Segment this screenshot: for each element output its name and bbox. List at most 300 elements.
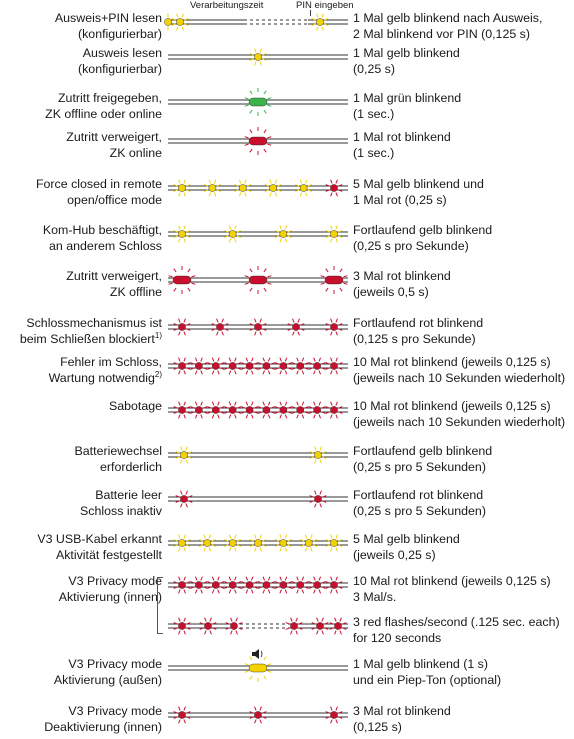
flash-ray (264, 130, 266, 133)
row-label-line: Schlossmechanismus ist (26, 316, 162, 330)
led-flash (330, 711, 337, 718)
signal-line-14 (168, 650, 348, 686)
row-label-line: Wartung notwendig$^{2)}$ (48, 369, 162, 385)
flash-ray (201, 402, 203, 406)
flash-ray (280, 590, 282, 594)
flash-ray (336, 577, 338, 581)
led-flash-long (249, 98, 267, 106)
row-label-line: Aktivierung (innen) (58, 590, 162, 604)
flash-ray (212, 402, 214, 406)
row-label (0, 90, 162, 122)
flash-ray (184, 180, 186, 184)
led-flash (263, 581, 270, 588)
flash-ray (268, 371, 270, 375)
row-label-line: ZK offline oder online (45, 107, 162, 121)
flash-ray (195, 371, 197, 375)
flash-ray (179, 193, 181, 197)
flash-ray (317, 618, 319, 622)
row-description-line: 1 Mal grün blinkend (353, 91, 462, 105)
flash-ray (280, 358, 282, 362)
flash-ray (184, 720, 186, 724)
flash-ray (317, 14, 319, 18)
row-label-line: Zutritt freigegeben, (57, 91, 162, 105)
flash-ray (336, 402, 338, 406)
led-flash (280, 581, 287, 588)
header-pin-entry: PIN eingeben (296, 0, 354, 11)
row-description-line: 1 Mal gelb blinkend nach Ausweis, (353, 11, 543, 25)
row-label-line: V3 Privacy mode (68, 574, 162, 588)
row-label-line: ZK online (109, 146, 162, 160)
flash-ray (344, 283, 348, 284)
flash-ray (331, 332, 333, 336)
led-flash (212, 581, 219, 588)
flash-ray (285, 226, 287, 230)
flash-ray (336, 590, 338, 594)
row-label-line: Force closed in remote (35, 177, 162, 191)
flash-ray (280, 239, 282, 243)
flash-ray (336, 720, 338, 724)
flash-ray (322, 631, 324, 635)
led-flash (316, 622, 323, 629)
flash-ray (255, 49, 257, 53)
led-flash (330, 184, 337, 191)
flash-ray (331, 707, 333, 711)
led-flash (280, 539, 287, 546)
flash-ray (285, 535, 287, 539)
flash-ray (336, 358, 338, 362)
row-description (353, 398, 573, 430)
led-flash (178, 362, 185, 369)
flash-ray (336, 239, 338, 243)
row-label-line: erforderlich (100, 460, 162, 474)
flash-ray (255, 548, 257, 552)
flash-ray (298, 332, 300, 336)
flash-ray (250, 288, 252, 291)
flash-ray (217, 332, 219, 336)
flash-ray (218, 590, 220, 594)
flash-ray (314, 577, 316, 581)
flash-ray (331, 590, 333, 594)
flash-ray (344, 276, 348, 277)
led-flash (229, 230, 236, 237)
flash-ray (260, 49, 262, 53)
row-label-line: Deaktivierung (innen) (44, 720, 162, 734)
signal-line-7 (168, 309, 348, 345)
flash-ray (245, 671, 249, 672)
flash-ray (280, 577, 282, 581)
flash-ray (331, 239, 333, 243)
flash-ray (235, 415, 237, 419)
led-flash-long (249, 276, 267, 284)
row-description (353, 656, 573, 688)
flash-ray (235, 371, 237, 375)
flash-ray (280, 535, 282, 539)
flash-ray (326, 288, 328, 291)
flash-ray (195, 590, 197, 594)
row-description (353, 90, 573, 122)
flash-ray (268, 577, 270, 581)
flash-ray (314, 415, 316, 419)
flash-ray (297, 415, 299, 419)
flash-ray (320, 460, 322, 464)
flash-ray (179, 319, 181, 323)
row-label-line: V3 Privacy mode (68, 657, 162, 671)
flash-ray (229, 548, 231, 552)
led-flash (178, 230, 185, 237)
flash-ray (186, 460, 188, 464)
flash-ray (195, 577, 197, 581)
signal-line-12 (168, 525, 348, 561)
row-description-line: (1 sec.) (353, 146, 395, 160)
flash-ray (218, 415, 220, 419)
row-label-line: Batteriewechsel (74, 444, 162, 458)
flash-ray (188, 288, 190, 291)
row-label-line: Zutritt verweigert, (66, 130, 162, 144)
flash-ray (209, 535, 211, 539)
flash-ray (245, 193, 247, 197)
row-description-line: 1 Mal rot blinkend (353, 130, 451, 144)
flash-ray (285, 358, 287, 362)
row-description (353, 268, 573, 300)
flash-ray (285, 415, 287, 419)
flash-ray (235, 590, 237, 594)
flash-ray (314, 590, 316, 594)
flash-ray (245, 105, 249, 106)
flash-ray (179, 180, 181, 184)
flash-ray (275, 180, 277, 184)
flash-ray (177, 14, 179, 18)
row-description (353, 614, 573, 646)
row-label (0, 45, 162, 77)
flash-ray (263, 415, 265, 419)
flash-ray (250, 91, 252, 94)
flash-ray (192, 276, 196, 277)
flash-ray (255, 332, 257, 336)
row-label-line: Aktivität festgestellt (55, 548, 162, 562)
flash-ray (260, 707, 262, 711)
led-flash (178, 539, 185, 546)
flash-ray (218, 371, 220, 375)
row-description-line: 3 red flashes/second (.125 sec. each) (353, 615, 560, 629)
flash-ray (184, 358, 186, 362)
signal-line-3 (168, 123, 348, 159)
led-flash (290, 622, 297, 629)
flash-ray (302, 577, 304, 581)
flash-ray (218, 577, 220, 581)
flash-ray (298, 319, 300, 323)
flash-ray (315, 491, 317, 495)
flash-ray (174, 269, 176, 272)
led-flash (204, 539, 211, 546)
led-flash-long (249, 664, 267, 672)
speaker-icon (252, 649, 262, 659)
flash-ray (184, 193, 186, 197)
row-description-line: (1 sec.) (353, 107, 395, 121)
flash-ray (264, 676, 266, 679)
flash-ray (245, 137, 249, 138)
flash-ray (186, 504, 188, 508)
flash-ray (336, 371, 338, 375)
signal-line-13-b (168, 608, 348, 644)
flash-ray (255, 535, 257, 539)
row-description-line: 3 Mal rot blinkend (353, 269, 451, 283)
led-flash (178, 323, 185, 330)
flash-ray (184, 707, 186, 711)
flash-ray (229, 577, 231, 581)
flash-ray (260, 62, 262, 66)
flash-ray (320, 491, 322, 495)
flash-ray (184, 239, 186, 243)
pin-entry-marker (310, 10, 311, 16)
flash-ray (181, 504, 183, 508)
flash-ray (331, 415, 333, 419)
flash-ray (264, 288, 266, 291)
flash-ray (315, 447, 317, 451)
flash-ray (251, 371, 253, 375)
flash-ray (250, 110, 252, 113)
flash-ray (179, 371, 181, 375)
led-flash (280, 230, 287, 237)
row-description-line: (0,125 s) (353, 720, 402, 734)
row-label-line: Ausweis lesen (82, 46, 162, 60)
flash-ray (184, 332, 186, 336)
led-flash (178, 622, 185, 629)
flash-ray (218, 402, 220, 406)
flash-ray (315, 460, 317, 464)
flash-ray (285, 371, 287, 375)
flash-ray (319, 358, 321, 362)
flash-ray (280, 548, 282, 552)
flash-ray (229, 402, 231, 406)
row-label (0, 315, 162, 347)
flash-ray (340, 618, 342, 622)
row-description (353, 531, 573, 563)
row-description-line: 10 Mal rot blinkend (jeweils 0,125 s) (353, 355, 551, 369)
flash-ray (218, 358, 220, 362)
signal-line-9 (168, 392, 348, 428)
led-flash (314, 406, 321, 413)
led-flash-long (325, 276, 343, 284)
flash-ray (179, 239, 181, 243)
flash-ray (236, 618, 238, 622)
led-flash (300, 184, 307, 191)
flash-ray (179, 226, 181, 230)
flash-ray (280, 402, 282, 406)
row-description-line: 10 Mal rot blinkend (jeweils 0,125 s) (353, 399, 551, 413)
flash-ray (181, 447, 183, 451)
row-label-line: Schloss inaktiv (80, 504, 162, 518)
flash-ray (184, 319, 186, 323)
led-flash (314, 451, 321, 458)
flash-ray (319, 371, 321, 375)
signal-line-1 (168, 39, 348, 75)
flash-ray (245, 180, 247, 184)
flash-ray (177, 27, 179, 31)
flash-ray (297, 402, 299, 406)
flash-ray (184, 631, 186, 635)
row-label-line: (konfigurierbar) (77, 27, 162, 41)
led-flash-long (173, 276, 191, 284)
flash-ray (179, 631, 181, 635)
led-flash (263, 362, 270, 369)
flash-ray (317, 27, 319, 31)
flash-ray (340, 288, 342, 291)
row-label-line: V3 Privacy mode (68, 704, 162, 718)
led-flash (330, 581, 337, 588)
flash-ray (296, 631, 298, 635)
led-flash (229, 406, 236, 413)
led-flash (178, 184, 185, 191)
flash-ray (235, 548, 237, 552)
row-description-line: 2 Mal blinkend vor PIN (0,125 s) (353, 27, 530, 41)
led-flash (216, 323, 223, 330)
led-flash (330, 230, 337, 237)
flash-ray (231, 618, 233, 622)
flash-ray (184, 577, 186, 581)
row-label-line: V3 USB-Kabel erkannt (37, 532, 162, 546)
flash-ray (286, 623, 290, 625)
flash-ray (336, 548, 338, 552)
flash-ray (236, 631, 238, 635)
flash-ray (192, 283, 196, 284)
flash-ray (184, 226, 186, 230)
flash-ray (300, 193, 302, 197)
flash-ray (331, 548, 333, 552)
flash-ray (255, 720, 257, 724)
led-flash (212, 406, 219, 413)
row-description-line: 1 Mal gelb blinkend (353, 46, 460, 60)
flash-ray (181, 460, 183, 464)
flash-ray (201, 358, 203, 362)
privacy-mode-brace (157, 577, 163, 634)
flash-ray (264, 110, 266, 113)
flash-ray (239, 180, 241, 184)
led-flash (204, 622, 211, 629)
flash-ray (186, 491, 188, 495)
row-description (353, 222, 573, 254)
flash-ray (195, 415, 197, 419)
row-description-line: 5 Mal gelb blinkend und (353, 177, 484, 191)
signal-line-13 (168, 567, 348, 603)
flash-ray (251, 590, 253, 594)
row-description-line: (jeweils 0,25 s) (353, 548, 436, 562)
row-description-line: (0,125 s pro Sekunde) (353, 332, 476, 346)
flash-ray (205, 631, 207, 635)
flash-ray (319, 402, 321, 406)
flash-ray (255, 319, 257, 323)
flash-ray (331, 358, 333, 362)
flash-ray (331, 371, 333, 375)
flash-ray (286, 628, 290, 630)
led-flash (246, 362, 253, 369)
row-description (353, 443, 573, 475)
row-description (353, 45, 573, 77)
flash-ray (331, 226, 333, 230)
flash-ray (179, 548, 181, 552)
flash-ray (184, 618, 186, 622)
flash-ray (331, 577, 333, 581)
footnote-marker: 2) (154, 369, 162, 379)
row-label-line: Ausweis+PIN lesen (54, 11, 162, 25)
flash-ray (212, 415, 214, 419)
row-description (353, 573, 573, 605)
flash-ray (179, 358, 181, 362)
row-label (0, 354, 162, 386)
led-flash (229, 362, 236, 369)
flash-ray (245, 144, 249, 145)
row-label-line: open/office mode (67, 193, 162, 207)
flash-ray (250, 149, 252, 152)
flash-ray (251, 415, 253, 419)
row-label (0, 268, 162, 300)
flash-ray (340, 269, 342, 272)
flash-ray (319, 415, 321, 419)
led-flash (330, 539, 337, 546)
flash-ray (320, 447, 322, 451)
flash-ray (179, 332, 181, 336)
flash-ray (250, 676, 252, 679)
flash-ray (251, 358, 253, 362)
led-flash (254, 53, 261, 60)
led-flash (239, 184, 246, 191)
flash-ray (285, 548, 287, 552)
flash-ray (212, 590, 214, 594)
row-label (0, 129, 162, 161)
row-description-line: (0,25 s pro Sekunde) (353, 239, 469, 253)
flash-ray (214, 193, 216, 197)
flash-ray (268, 415, 270, 419)
led-flash (297, 406, 304, 413)
row-label-line: Batterie leer (95, 488, 162, 502)
flash-ray (229, 239, 231, 243)
signal-line-15 (168, 697, 348, 733)
row-label-line: (konfigurierbar) (77, 62, 162, 76)
flash-ray (264, 91, 266, 94)
flash-ray (222, 319, 224, 323)
led-flash (314, 581, 321, 588)
led-flash (292, 323, 299, 330)
flash-ray (297, 577, 299, 581)
flash-ray (336, 193, 338, 197)
flash-ray (182, 14, 184, 18)
flash-ray (179, 535, 181, 539)
flash-ray (201, 577, 203, 581)
led-flash (180, 495, 187, 502)
flash-ray (250, 657, 252, 660)
flash-ray (212, 577, 214, 581)
flash-ray (231, 631, 233, 635)
row-label-line: Kom-Hub beschäftigt, (42, 223, 162, 237)
flash-ray (169, 283, 173, 284)
flash-ray (179, 707, 181, 711)
flash-ray (235, 402, 237, 406)
flash-ray (263, 577, 265, 581)
flash-ray (296, 618, 298, 622)
row-label (0, 222, 162, 254)
flash-ray (336, 535, 338, 539)
flash-ray (255, 707, 257, 711)
led-flash (178, 406, 185, 413)
led-flash (280, 362, 287, 369)
flash-ray (246, 577, 248, 581)
row-description (353, 176, 573, 208)
led-flash (270, 184, 277, 191)
led-flash (176, 18, 183, 25)
header-processing-time: Verarbeitungszeit (190, 0, 264, 11)
footnote-marker: 1) (154, 330, 162, 340)
row-description-line: Fortlaufend gelb blinkend (353, 444, 493, 458)
flash-ray (268, 664, 272, 665)
